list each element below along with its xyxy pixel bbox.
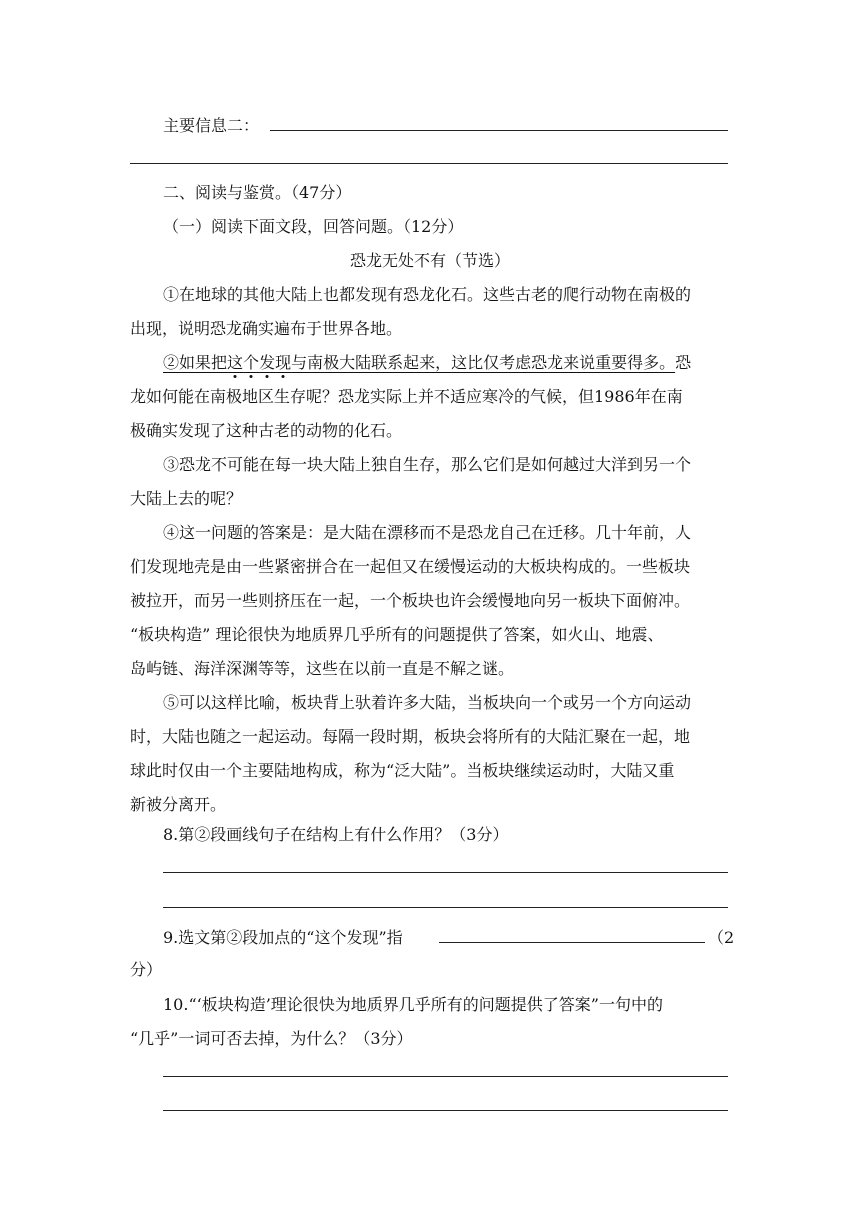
passage-title: 恐龙无处不有（节选） (349, 251, 510, 270)
question-10-line-1: 10.“‘板块构造’理论很快为地质界几乎所有的问题提供了答案”一句中的 (163, 995, 663, 1014)
dotted-char-4: 现 (275, 353, 292, 372)
p1-line-1: ①在地球的其他大陆上也都发现有恐龙化石。这些古老的爬行动物在南极的 (163, 285, 692, 304)
p5-line-3: 球此时仅由一个主要陆地构成，称为“泛大陆”。当板块继续运动时，大陆又重 (130, 761, 675, 780)
p2-tail: 恐 (675, 353, 692, 372)
main-info-2-answer-line-2[interactable] (130, 163, 728, 164)
main-info-2-answer-line[interactable] (270, 130, 728, 131)
q10-answer-line-1[interactable] (163, 1076, 728, 1077)
p3-line-1: ③恐龙不可能在每一块大陆上独自生存，那么它们是如何越过大洋到另一个 (163, 455, 692, 474)
section-heading: 二、阅读与鉴赏。（47分） (163, 183, 352, 202)
p5-line-1: ⑤可以这样比喻，板块背上驮着许多大陆，当板块向一个或另一个方向运动 (163, 693, 692, 712)
underlined-sentence (163, 353, 675, 372)
sub-heading: （一）阅读下面文段，回答问题。（12分） (163, 217, 464, 236)
p2-line-2: 龙如何能在南极地区生存呢？恐龙实际上并不适应寒冷的气候，但1986年在南 (130, 387, 683, 406)
p5-line-4: 新被分离开。 (130, 795, 227, 814)
question-10-line-2: “几乎”一词可否去掉，为什么？（3分） (130, 1029, 413, 1048)
question-8: 8.第②段画线句子在结构上有什么作用？（3分） (163, 825, 509, 844)
p4-line-1: ④这一问题的答案是：是大陆在漂移而不是恐龙自己在迁移。几十年前，人 (163, 523, 692, 542)
p1-line-2: 出现，说明恐龙确实遍布于世界各地。 (130, 319, 403, 338)
q9-answer-line[interactable] (439, 942, 705, 943)
dotted-char-1: 这 (227, 353, 244, 372)
p2-line-1 (163, 350, 730, 373)
p4-line-3: 被拉开，而另一些则挤压在一起，一个板块也许会缓慢地向另一板块下面俯冲。 (130, 591, 691, 610)
p2-marker: ② (163, 353, 180, 372)
ul-part-2: 与南极大陆联系起来，这比仅考虑恐龙来说重要得多。 (291, 353, 676, 372)
q10-answer-line-2[interactable] (163, 1110, 728, 1111)
question-9-score-cont: 分） (130, 960, 163, 979)
p5-line-2: 时，大陆也随之一起运动。每隔一段时期，板块会将所有的大陆汇聚在一起，地 (130, 727, 691, 746)
q8-answer-line-1[interactable] (163, 872, 728, 873)
question-9-score: （2 (708, 928, 735, 947)
main-info-2-label: 主要信息二： (163, 116, 260, 135)
p2-line-3: 极确实发现了这种古老的动物的化石。 (130, 421, 403, 440)
p4-line-5: 岛屿链、海洋深渊等等，这些在以前一直是不解之谜。 (130, 659, 515, 678)
p4-line-2: 们发现地壳是由一些紧密拼合在一起但又在缓慢运动的大板块构成的。一些板块 (130, 557, 691, 576)
p4-line-4: “板块构造” 理论很快为地质界几乎所有的问题提供了答案，如火山、地震、 (130, 625, 664, 644)
dotted-char-2: 个 (243, 353, 260, 372)
p3-line-2: 大陆上去的呢？ (130, 489, 243, 508)
ul-part-1: 如果把 (179, 353, 228, 372)
question-9: 9.选文第②段加点的“这个发现”指 (163, 928, 403, 947)
dotted-char-3: 发 (259, 353, 276, 372)
q8-answer-line-2[interactable] (163, 907, 728, 908)
